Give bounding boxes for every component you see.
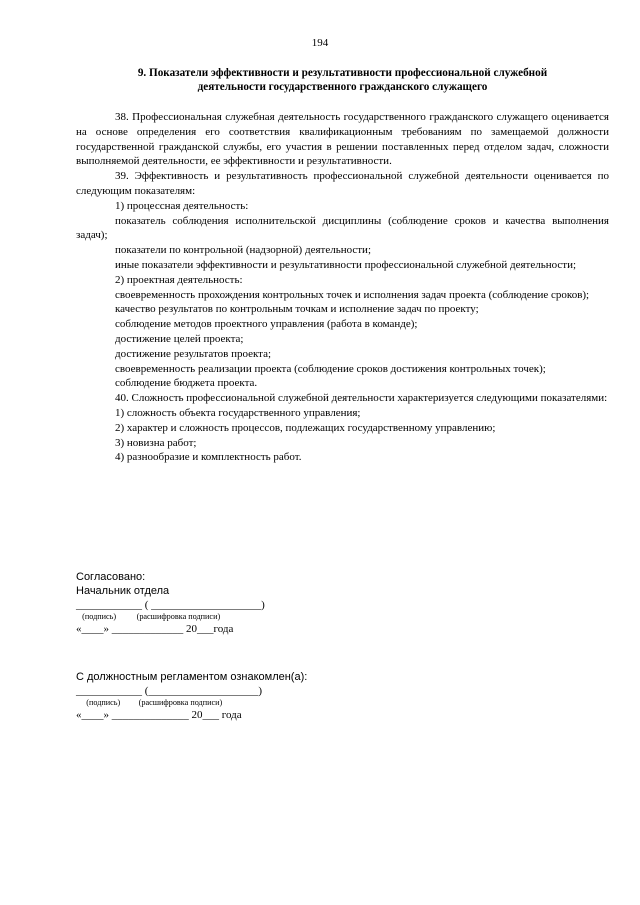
acquaintance-date-line: «____» ______________ 20___ года	[76, 709, 242, 721]
acquaintance-block	[76, 670, 476, 722]
approval-signature-line: ____________ ( ____________________)	[76, 599, 265, 611]
heading-line-1: 9. Показатели эффективности и результативности профессиональной служебной	[137, 67, 548, 79]
body-paragraph: 1) сложность объекта государственного управления;	[115, 406, 361, 419]
body-paragraph: 2) характер и сложность процессов, подлежащих государственному управлению;	[115, 421, 496, 434]
body-paragraph: 38. Профессиональная служебная деятельность государственного гражданского служащего оценивается на основе определения его соответствия квалификационным требованиям по замещаемой должности государственной гражданской службы, его участия в решении поставленных перед отделом задач, сложности выполняемой деятельности, ее эффективности и результативности.	[76, 111, 609, 168]
section-heading	[76, 66, 609, 94]
approval-block	[76, 570, 476, 636]
body-paragraph: 39. Эффективность и результативность профессиональной служебной деятельности оценивается по следующим показателям:	[76, 170, 609, 197]
approval-signature-caption: (подпись) (расшифровка подписи)	[76, 612, 221, 621]
body-paragraph: своевременность прохождения контрольных точек и исполнения задач проекта (соблюдение сроков);	[115, 288, 590, 301]
body-paragraph: 40. Сложность профессиональной служебной деятельности характеризуется следующими показателями:	[115, 392, 608, 405]
body-paragraph: 2) проектная деятельность:	[115, 273, 243, 286]
approver-position: Начальник отдела	[76, 585, 170, 597]
heading-line-2: деятельности государственного гражданского служащего	[197, 81, 488, 93]
body-paragraph: иные показатели эффективности и результативности профессиональной служебной деятельности;	[115, 258, 577, 271]
body-paragraph: 1) процессная деятельность:	[115, 199, 249, 212]
acquaintance-signature-line: ____________ (____________________)	[76, 685, 263, 697]
body-paragraph: соблюдение методов проектного управления (работа в команде);	[115, 318, 418, 331]
body-paragraph: соблюдение бюджета проекта.	[115, 377, 258, 390]
approval-label: Согласовано:	[76, 571, 146, 583]
acquaintance-signature-caption: (подпись) (расшифровка подписи)	[76, 698, 223, 707]
body-paragraph: 4) разнообразие и комплектность работ.	[115, 451, 302, 464]
document-body	[76, 110, 609, 465]
body-paragraph: своевременность реализации проекта (соблюдение сроков достижения контрольных точек);	[115, 362, 546, 375]
acquaintance-label: С должностным регламентом ознакомлен(а):	[76, 671, 308, 683]
page-number: 194	[311, 37, 329, 49]
approval-date-line: «____» _____________ 20___года	[76, 623, 234, 635]
body-paragraph: показатель соблюдения исполнительской дисциплины (соблюдение сроков и качества выполнения задач);	[76, 214, 609, 242]
body-paragraph: показатели по контрольной (надзорной) деятельности;	[115, 244, 371, 257]
body-paragraph: достижение целей проекта;	[115, 332, 244, 345]
body-paragraph: достижение результатов проекта;	[115, 347, 272, 360]
body-paragraph: качество результатов по контрольным точкам и исполнение задач по проекту;	[115, 303, 479, 316]
body-paragraph: 3) новизна работ;	[115, 436, 197, 449]
